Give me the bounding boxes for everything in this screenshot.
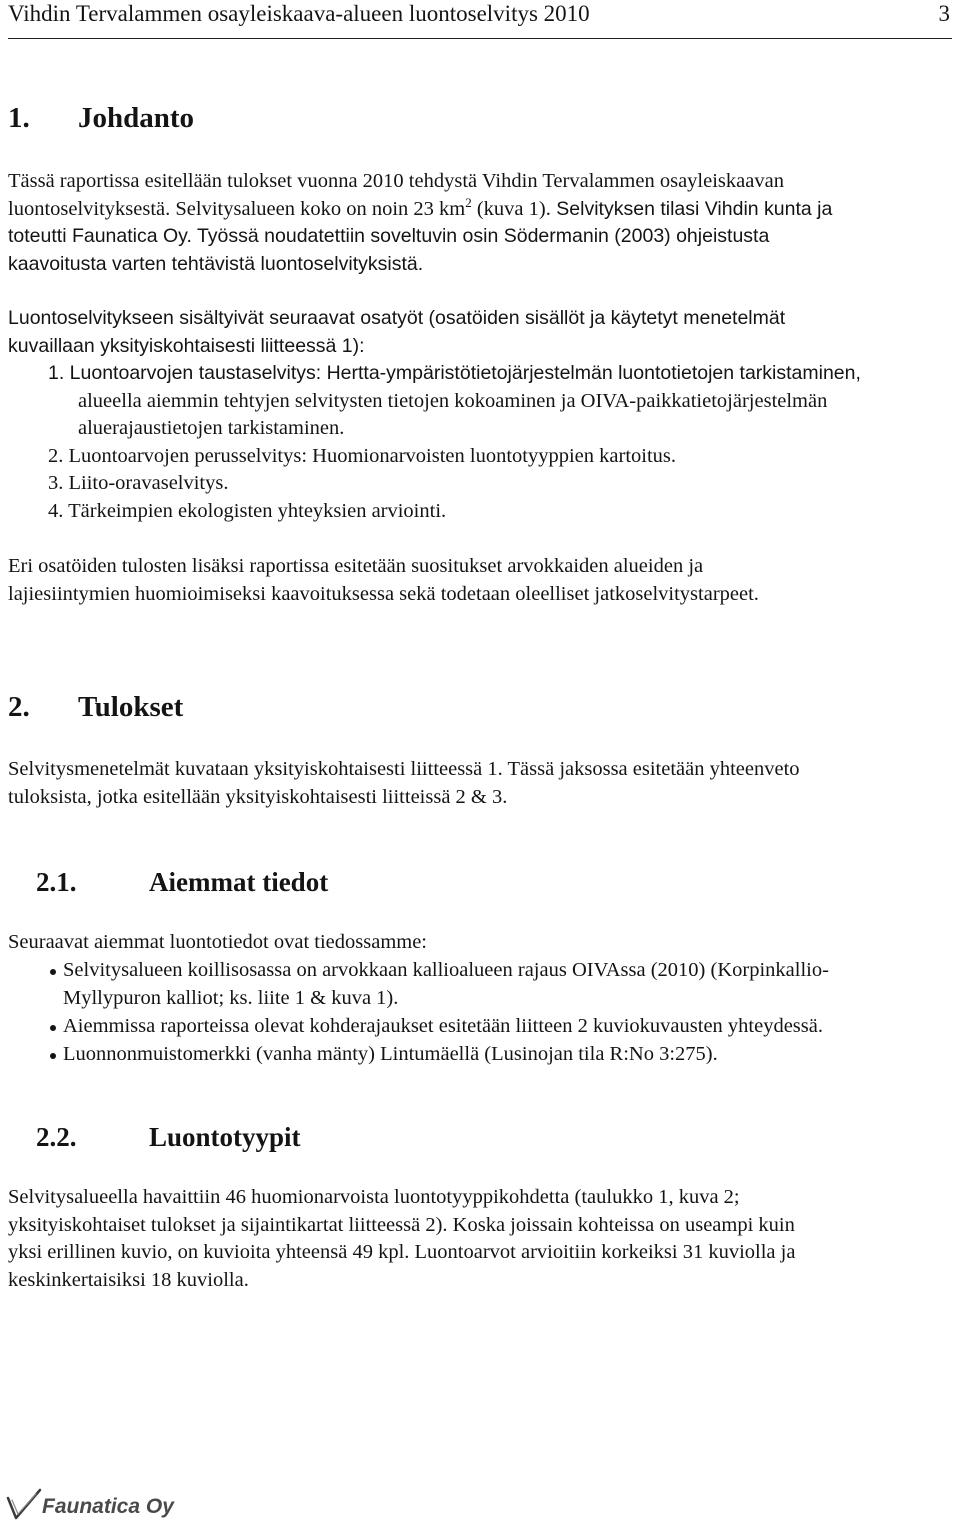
- previous-data-block: [8, 929, 958, 1069]
- list-item: [8, 360, 958, 388]
- text-line: Selvitysalueella havaittiin 46 huomionarvoista luontotyyppikohdetta (taulukko 1, kuva 2;: [8, 1186, 740, 1208]
- bullet-icon: [50, 1053, 56, 1059]
- text-line: Tässä raportissa esitellään tulokset vuonna 2010 tehdystä Vihdin Tervalammen osayleiskaavan: [8, 170, 784, 192]
- superscript: 2: [465, 194, 472, 210]
- text-span: Selvitysalueen koillisosassa on arvokkaan kallioalueen rajaus OIVAssa (2010) (Korpinkallio-: [63, 958, 829, 981]
- section-1-heading: [8, 102, 194, 135]
- page-number: 3: [938, 1, 950, 26]
- list-item-continuation: aluerajaustietojen tarkistaminen.: [78, 417, 345, 439]
- text-span: luontoselvityksestä. Selvitysalueen koko on noin 23 km: [8, 197, 466, 220]
- text-line: kaavoitusta varten tehtävistä luontoselvityksistä.: [8, 252, 424, 275]
- list-item: 2. Luontoarvojen perusselvitys: Huomionarvoisten luontotyyppien kartoitus.: [48, 444, 677, 467]
- osatyot-paragraph: [8, 305, 958, 360]
- text-line: Selvitysmenetelmät kuvataan yksityiskohtaisesti liitteessä 1. Tässä jaksossa esitetään yhteenveto: [8, 758, 800, 780]
- results-paragraph: [8, 756, 958, 811]
- logo-text: Faunatica Oy: [42, 1495, 174, 1518]
- bullet-item: [8, 1013, 958, 1041]
- text-line: lajiesiintymien huomioimiseksi kaavoituksessa sekä todetaan oleelliset jatkoselvitystarpeet.: [8, 582, 759, 605]
- bullet-item: [8, 1041, 958, 1069]
- text-line: [8, 196, 958, 224]
- text-line: [8, 223, 958, 251]
- section-number: 2.2.: [36, 1122, 77, 1152]
- list-item: 3. Liito-oravaselvitys.: [48, 472, 229, 494]
- list-item-continuation: alueella aiemmin tehtyjen selvitysten tietojen kokoaminen ja OIVA-paikkatietojärjestelmän: [78, 389, 828, 412]
- section-title: Aiemmat tiedot: [149, 867, 329, 897]
- intro-paragraph: [8, 168, 958, 278]
- text-line: tuloksista, jotka esitellään yksityiskohtaisesti liitteissä 2 & 3.: [8, 785, 508, 808]
- section-title: Johdanto: [78, 102, 195, 134]
- text-span: Luonnonmuistomerkki (vanha mänty) Lintumäellä (Lusinojan tila R:No 3:275).: [63, 1042, 718, 1065]
- section-number: 1.: [8, 102, 30, 134]
- bullet-item: [8, 957, 958, 985]
- section-title: Luontotyypit: [149, 1122, 301, 1152]
- document-title: Vihdin Tervalammen osayleiskaava-alueen luontoselvitys 2010: [8, 1, 590, 26]
- osatyot-list: [8, 360, 958, 525]
- section-title: Tulokset: [78, 691, 184, 723]
- bullet-icon: [50, 969, 56, 975]
- list-item: 4. Tärkeimpien ekologisten yhteyksien arviointi.: [48, 499, 447, 522]
- bullet-item-continuation: Myllypuron kalliot; ks. liite 1 & kuva 1).: [63, 986, 399, 1009]
- bullet-icon: [50, 1025, 56, 1031]
- text-span: 1. Luontoarvojen taustaselvitys: Hertta-ympäristötietojärjestelmän luontotietojen tarkistaminen,: [48, 362, 861, 384]
- section-2-2-heading: [36, 1122, 301, 1153]
- faunatica-logo: [6, 1488, 206, 1524]
- text-span: (kuva 1).: [471, 197, 551, 220]
- section-number: 2.: [8, 691, 30, 723]
- section-2-1-heading: [36, 867, 328, 898]
- text-line: yksityiskohtaiset tulokset ja sijaintikartat liitteessä 2). Koska joissain kohteissa on useampi kuin: [8, 1213, 795, 1236]
- summary-paragraph: [8, 553, 958, 608]
- text-line: keskinkertaisiksi 18 kuviolla.: [8, 1268, 249, 1291]
- text-span: toteutti Faunatica Oy.: [8, 225, 192, 247]
- section-number: 2.1.: [36, 867, 77, 897]
- logo-swoosh-icon: [6, 1488, 46, 1524]
- text-span: Aiemmissa raporteissa olevat kohderajaukset esitetään liitteen 2 kuviokuvausten yhteydessä.: [63, 1014, 823, 1037]
- text-line: Eri osatöiden tulosten lisäksi raportissa esitetään suositukset arvokkaiden alueiden ja: [8, 555, 704, 577]
- page-header: [8, 0, 952, 39]
- habitat-types-paragraph: [8, 1184, 958, 1294]
- text-line: Luontoselvitykseen sisältyivät seuraavat osatyöt (osatöiden sisällöt ja käytetyt menetelmät: [8, 307, 786, 329]
- section-2-heading: [8, 691, 183, 724]
- text-span: Selvityksen tilasi Vihdin kunta ja: [550, 197, 833, 220]
- text-line: Seuraavat aiemmat luontotiedot ovat tiedossamme:: [8, 931, 427, 953]
- text-line: yksi erillinen kuvio, on kuvioita yhteensä 49 kpl. Luontoarvot arvioitiin korkeiksi 31 kuviolla ja: [8, 1241, 796, 1263]
- text-span: Työssä noudatettiin soveltuvin osin Södermanin (2003) ohjeistusta: [191, 225, 770, 247]
- text-line: kuvaillaan yksityiskohtaisesti liitteessä 1):: [8, 334, 365, 357]
